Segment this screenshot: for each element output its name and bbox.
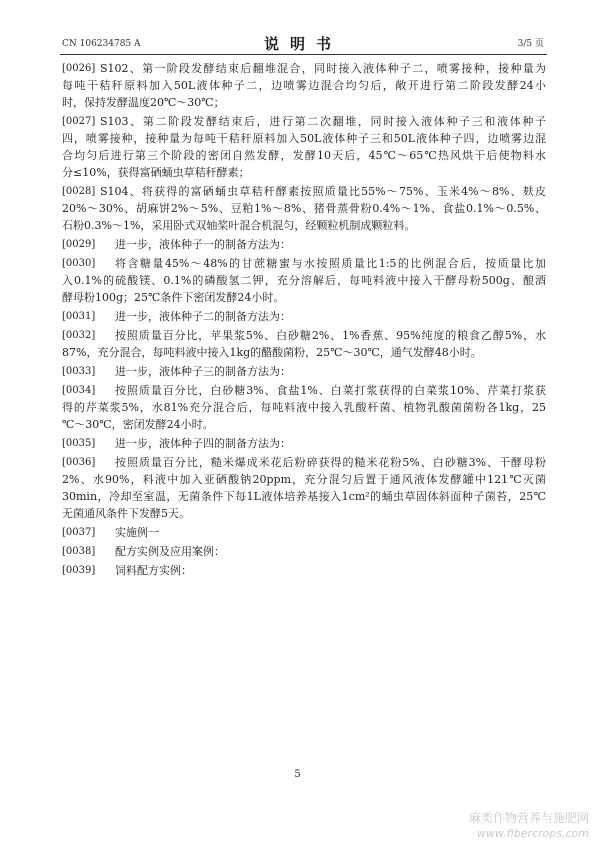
paragraph-line: S102、第一阶段发酵结束后翻堆混合，同时接入液体种子二，喷雾接种，接种量为 <box>100 62 546 75</box>
paragraph-line: 时，保持发酵温度20℃～30℃； <box>62 96 225 109</box>
watermark-site-name: 麻类作物营养与施肥网 <box>468 811 589 825</box>
paragraph-line: 进一步，液体种子一的制备方法为： <box>115 238 291 251</box>
paragraph-number: [0027] <box>62 116 96 127</box>
page-number: 5 <box>294 769 301 780</box>
paragraph-line: 饲料配方实例： <box>115 564 192 577</box>
patent-number: CN 106234785 A <box>62 39 141 49</box>
paragraph-line: 得的芹菜浆5%，水81%充分混合后，每吨料液中接入乳酸杆菌、植物乳酸菌菌粉各1kg，25 <box>62 401 546 414</box>
paragraph-0028 <box>62 183 546 234</box>
paragraph-0026 <box>62 60 546 111</box>
paragraph-0027 <box>62 113 546 181</box>
paragraph-line: 进一步，液体种子三的制备方法为： <box>115 365 291 378</box>
paragraph-0035 <box>62 435 546 452</box>
paragraph-line: 分≤10%，获得富硒蛹虫草秸秆酵素； <box>62 166 250 179</box>
paragraph-line: 入0.1%的硫酸镁、0.1%的磷酸氢二钾，充分溶解后，每吨料液中接入干酵母粉500g、酿酒 <box>62 274 546 287</box>
paragraph-line: 配方实例及应用案例： <box>115 545 225 558</box>
document-title: 说明书 <box>263 35 342 53</box>
paragraph-line: 87%，充分混合，每吨料液中接入1kg的醋酸菌粉，25℃～30℃，通气发酵48小时。 <box>62 346 482 359</box>
paragraph-line: 按照质量百分比，白砂糖3%、食盐1%、白菜打浆获得的白菜浆10%、芹菜打浆获 <box>115 384 546 397</box>
paragraph-number: [0035] <box>62 438 96 449</box>
paragraph-number: [0036] <box>62 457 96 468</box>
document-body <box>62 60 546 581</box>
paragraph-number: [0028] <box>62 186 96 197</box>
paragraph-line: 无菌通风条件下发酵5天。 <box>62 507 190 520</box>
paragraph-0031 <box>62 308 546 325</box>
paragraph-line: 按照质量百分比，苹果浆5%、白砂糖2%、1%香蕉、95%纯度的粮食乙醇5%，水 <box>115 329 546 342</box>
paragraph-0038 <box>62 543 546 560</box>
page-indicator: 3/5 页 <box>517 39 544 49</box>
paragraph-line: 进一步，液体种子四的制备方法为： <box>115 437 291 450</box>
paragraph-0034 <box>62 382 546 433</box>
paragraph-line: S103、第二阶段发酵结束后，进行第二次翻堆，同时接入液体种子三和液体种子 <box>100 115 546 128</box>
paragraph-line: 酵母粉100g；25℃条件下密闭发酵24小时。 <box>62 291 285 304</box>
paragraph-line: 进一步，液体种子二的制备方法为： <box>115 310 291 323</box>
paragraph-number: [0030] <box>62 258 96 269</box>
paragraph-line: 合均匀后进行第三个阶段的密闭自然发酵，发酵10天后，45℃～65℃热风烘干后使物料水 <box>62 149 546 162</box>
paragraph-number: [0038] <box>62 546 96 557</box>
paragraph-line: 将含糖量45%～48%的甘蔗糖蜜与水按照质量比1:5的比例混合后，按质量比加 <box>115 257 546 270</box>
paragraph-0029 <box>62 236 546 253</box>
paragraph-number: [0034] <box>62 385 96 396</box>
paragraph-line: 实施例一 <box>115 526 159 539</box>
watermark-url: www.fibercrops.com <box>476 827 589 840</box>
paragraph-number: [0033] <box>62 366 96 377</box>
paragraph-0039 <box>62 562 546 579</box>
paragraph-0036 <box>62 454 546 522</box>
paragraph-line: 2%、水90%，料液中加入亚硒酸钠20ppm，充分混匀后置于通风液体发酵罐中121℃灭菌 <box>62 473 546 486</box>
paragraph-line: 四，喷雾接种，接种量为每吨干秸秆原料加入50L液体种子三和50L液体种子四，边喷雾边混 <box>62 132 546 145</box>
paragraph-number: [0039] <box>62 565 96 576</box>
header-divider <box>60 54 547 55</box>
paragraph-line: 30min，冷却至室温，无菌条件下每1L液体培养基接入1cm²的蛹虫草固体斜面种子菌苔，25℃ <box>62 490 546 503</box>
paragraph-line: ℃～30℃，密闭发酵24小时。 <box>62 418 214 431</box>
paragraph-number: [0037] <box>62 527 96 538</box>
paragraph-line: 20%～30%、胡麻饼2%～5%、豆粕1%～8%、猪骨蒸骨粉0.4%～1%、食盐0.1%～0.5%、 <box>62 202 546 215</box>
paragraph-line: 每吨干秸秆原料加入50L液体种子二，边喷雾边混合均匀后，敞开进行第二阶段发酵24小 <box>62 79 546 92</box>
paragraph-0030 <box>62 255 546 306</box>
paragraph-0037 <box>62 524 546 541</box>
paragraph-line: 石粉0.3%～1%，采用卧式双轴桨叶混合机混匀，经颗粒机制成颗粒料。 <box>62 219 416 232</box>
paragraph-number: [0032] <box>62 330 96 341</box>
paragraph-line: S104、将获得的富硒蛹虫草秸秆酵素按照质量比55%～75%、玉米4%～8%、麸皮 <box>100 185 546 198</box>
paragraph-0033 <box>62 363 546 380</box>
paragraph-number: [0029] <box>62 239 96 250</box>
paragraph-number: [0026] <box>62 63 96 74</box>
paragraph-0032 <box>62 327 546 361</box>
paragraph-number: [0031] <box>62 311 96 322</box>
paragraph-line: 按照质量百分比，糙米爆成米花后粉碎获得的糙米花粉5%、白砂糖3%、干酵母粉 <box>115 456 546 469</box>
